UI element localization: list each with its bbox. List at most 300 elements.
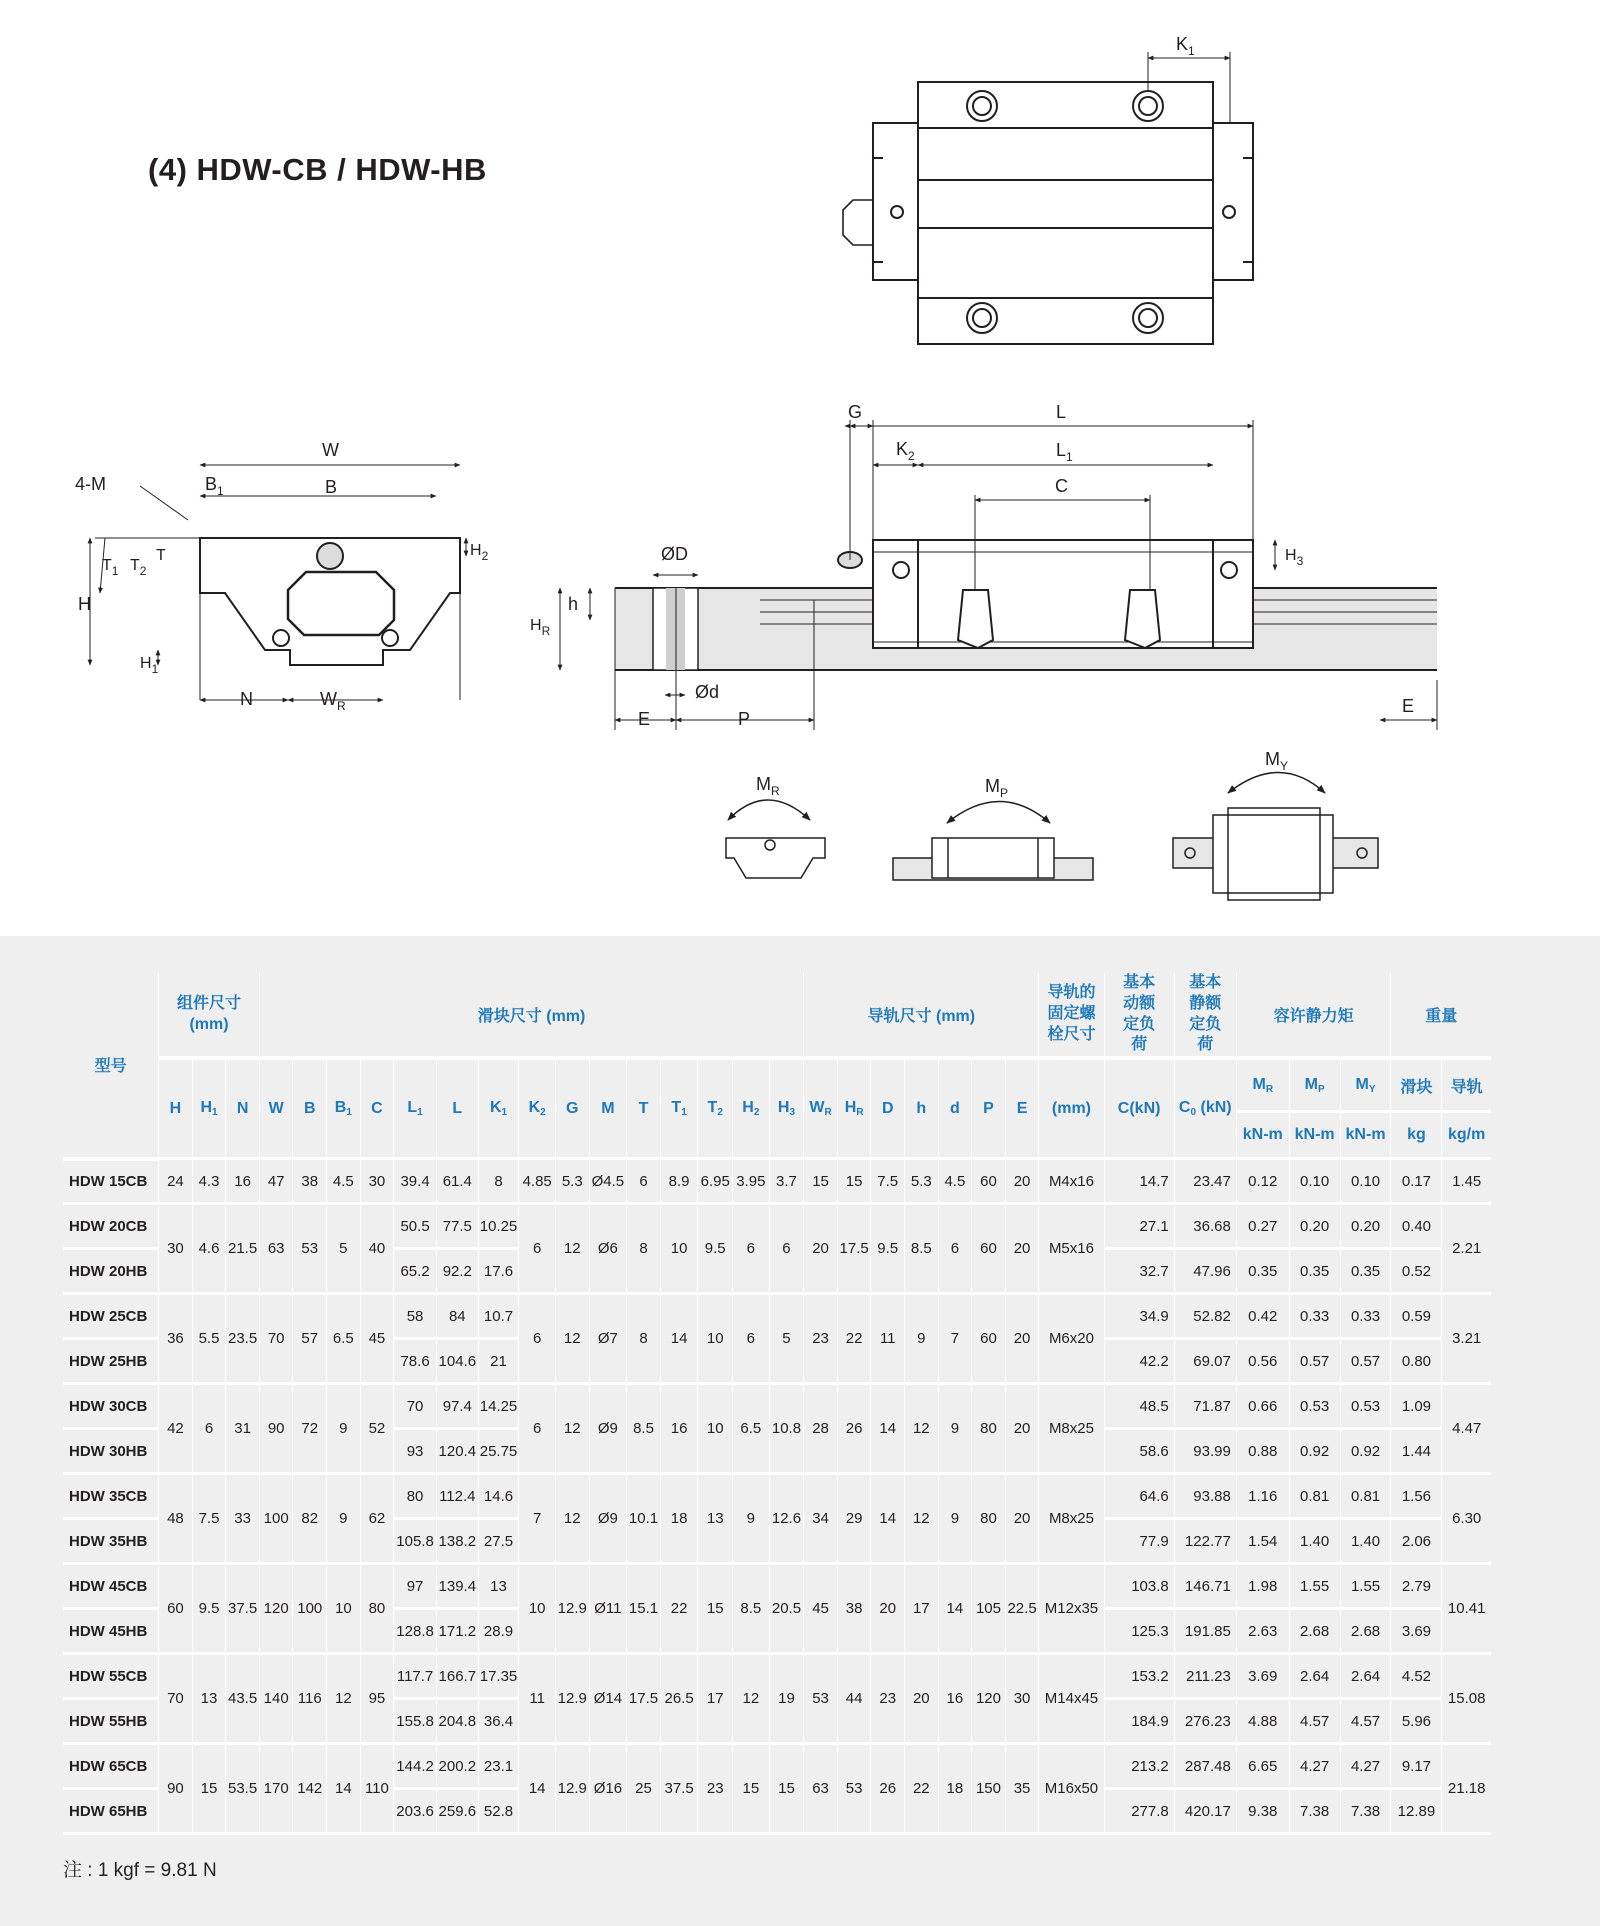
cell-p: 120 bbox=[972, 1654, 1006, 1744]
cell-m: Ø9 bbox=[589, 1384, 627, 1474]
cell-cb: 95 bbox=[360, 1654, 394, 1744]
col-d: d bbox=[938, 1058, 972, 1159]
model-cell: HDW 25CB bbox=[63, 1294, 159, 1339]
h3-label: $H_3$ bbox=[1285, 547, 1304, 568]
cell-k1: 25.75 bbox=[478, 1429, 519, 1474]
col-mp: $M_P$ bbox=[1289, 1058, 1340, 1112]
cell-c0: 122.77 bbox=[1174, 1519, 1236, 1564]
cell-l1: 39.4 bbox=[394, 1159, 437, 1204]
cell-bolt: M12x35 bbox=[1039, 1564, 1104, 1654]
h1-label: $H_1$ bbox=[140, 655, 159, 676]
cell-bolt: M6x20 bbox=[1039, 1294, 1104, 1384]
cell-h2: 8.5 bbox=[733, 1564, 770, 1654]
w-label: W bbox=[322, 440, 339, 460]
col-h: h bbox=[905, 1058, 939, 1159]
cell-kg: 2.06 bbox=[1391, 1519, 1442, 1564]
cell-n: 21.5 bbox=[226, 1204, 260, 1294]
cell-b1: 5 bbox=[327, 1204, 361, 1294]
cell-l1: 117.7 bbox=[394, 1654, 437, 1699]
cell-c: 48.5 bbox=[1104, 1384, 1174, 1429]
cell-mr: 3.69 bbox=[1236, 1654, 1289, 1699]
cell-p: 80 bbox=[972, 1384, 1006, 1474]
my-label: $M_Y$ bbox=[1265, 749, 1289, 773]
cell-c0: 71.87 bbox=[1174, 1384, 1236, 1429]
cell-cb: 40 bbox=[360, 1204, 394, 1294]
cell-c0: 146.71 bbox=[1174, 1564, 1236, 1609]
cell-t1: 37.5 bbox=[660, 1744, 698, 1834]
cell-cb: 110 bbox=[360, 1744, 394, 1834]
d-label: ØD bbox=[661, 544, 688, 564]
cell-c0: 93.88 bbox=[1174, 1474, 1236, 1519]
cell-mp: 0.33 bbox=[1289, 1294, 1340, 1339]
t1-label: $T_1$ bbox=[102, 557, 119, 578]
l-label: L bbox=[1056, 402, 1067, 422]
cell-mp: 1.55 bbox=[1289, 1564, 1340, 1609]
cell-h3: 12.6 bbox=[769, 1474, 804, 1564]
cell-b: 116 bbox=[293, 1654, 327, 1744]
cell-w: 100 bbox=[259, 1474, 293, 1564]
col-t2: $T_2$ bbox=[698, 1058, 733, 1159]
cell-bolt: M16x50 bbox=[1039, 1744, 1104, 1834]
cell-my: 0.57 bbox=[1340, 1339, 1391, 1384]
col-c: C bbox=[360, 1058, 394, 1159]
model-cell: HDW 30HB bbox=[63, 1429, 159, 1474]
cell-d: 14 bbox=[871, 1384, 905, 1474]
cell-hr: 38 bbox=[837, 1564, 871, 1654]
cell-h: 17 bbox=[905, 1564, 939, 1654]
cell-l: 259.6 bbox=[436, 1789, 478, 1834]
cell-h3: 6 bbox=[769, 1204, 804, 1294]
cell-my: 0.20 bbox=[1340, 1204, 1391, 1249]
cell-h: 24 bbox=[159, 1159, 193, 1204]
cell-m: Ø16 bbox=[589, 1744, 627, 1834]
cell-mp: 0.10 bbox=[1289, 1159, 1340, 1204]
cell-h3: 10.8 bbox=[769, 1384, 804, 1474]
col-b: B bbox=[293, 1058, 327, 1159]
technical-drawings bbox=[0, 0, 1600, 936]
model-cell: HDW 55HB bbox=[63, 1699, 159, 1744]
cell-h: 60 bbox=[159, 1564, 193, 1654]
cell-h2: 9 bbox=[733, 1474, 770, 1564]
cell-l: 84 bbox=[436, 1294, 478, 1339]
cell-mr: 1.16 bbox=[1236, 1474, 1289, 1519]
unit-0: kN-m bbox=[1236, 1112, 1289, 1159]
cell-l1: 70 bbox=[394, 1384, 437, 1429]
cell-t: 25 bbox=[627, 1744, 661, 1834]
cell-mp: 0.81 bbox=[1289, 1474, 1340, 1519]
moment-mp-drawing bbox=[893, 802, 1093, 881]
cell-my: 0.92 bbox=[1340, 1429, 1391, 1474]
cell-d: 26 bbox=[871, 1744, 905, 1834]
cell-l: 166.7 bbox=[436, 1654, 478, 1699]
cell-mr: 0.12 bbox=[1236, 1159, 1289, 1204]
cell-my: 0.33 bbox=[1340, 1294, 1391, 1339]
cell-g: 12 bbox=[555, 1204, 589, 1294]
cell-hr: 29 bbox=[837, 1474, 871, 1564]
cell-bolt: M4x16 bbox=[1039, 1159, 1104, 1204]
cell-l: 104.6 bbox=[436, 1339, 478, 1384]
cell-bolt: M14x45 bbox=[1039, 1654, 1104, 1744]
header-static-load: 基本静额定负荷 bbox=[1174, 973, 1236, 1058]
cell-k1: 17.6 bbox=[478, 1249, 519, 1294]
cell-m: Ø9 bbox=[589, 1474, 627, 1564]
cell-c0: 420.17 bbox=[1174, 1789, 1236, 1834]
cell-l1: 78.6 bbox=[394, 1339, 437, 1384]
cell-p: 60 bbox=[972, 1294, 1006, 1384]
cell-h: 9 bbox=[905, 1294, 939, 1384]
cell-c0: 93.99 bbox=[1174, 1429, 1236, 1474]
cell-n: 31 bbox=[226, 1384, 260, 1474]
cell-hr: 53 bbox=[837, 1744, 871, 1834]
cell-c: 153.2 bbox=[1104, 1654, 1174, 1699]
cell-k1: 10.7 bbox=[478, 1294, 519, 1339]
cell-d: 11 bbox=[871, 1294, 905, 1384]
cell-m: Ø4.5 bbox=[589, 1159, 627, 1204]
unit-2: kN-m bbox=[1340, 1112, 1391, 1159]
cell-d: 7.5 bbox=[871, 1159, 905, 1204]
cell-t: 8.5 bbox=[627, 1384, 661, 1474]
cell-g: 12.9 bbox=[555, 1654, 589, 1744]
col-l: L bbox=[436, 1058, 478, 1159]
cell-c: 58.6 bbox=[1104, 1429, 1174, 1474]
spec-table bbox=[63, 973, 1491, 1835]
cell-rail-weight: 6.30 bbox=[1442, 1474, 1491, 1564]
cell-e: 22.5 bbox=[1005, 1564, 1039, 1654]
g-label: G bbox=[848, 402, 863, 422]
cell-k1: 17.35 bbox=[478, 1654, 519, 1699]
model-cell: HDW 35CB bbox=[63, 1474, 159, 1519]
cell-hr: 22 bbox=[837, 1294, 871, 1384]
col-b1: $B_1$ bbox=[327, 1058, 361, 1159]
cell-c0: 47.96 bbox=[1174, 1249, 1236, 1294]
cell-mp: 0.57 bbox=[1289, 1339, 1340, 1384]
cell-hr: 26 bbox=[837, 1384, 871, 1474]
col-rail-weight: 导轨 bbox=[1442, 1058, 1491, 1112]
cell-h: 42 bbox=[159, 1384, 193, 1474]
cell-mp: 4.27 bbox=[1289, 1744, 1340, 1789]
cell-l: 97.4 bbox=[436, 1384, 478, 1429]
cell-g: 12 bbox=[555, 1384, 589, 1474]
cell-k1: 8 bbox=[478, 1159, 519, 1204]
k2-label: $K_2$ bbox=[896, 439, 915, 463]
cell-cb: 62 bbox=[360, 1474, 394, 1564]
cell-my: 4.57 bbox=[1340, 1699, 1391, 1744]
cell-l1: 93 bbox=[394, 1429, 437, 1474]
cell-t: 8 bbox=[627, 1204, 661, 1294]
moment-mr-drawing bbox=[726, 800, 825, 878]
cell-mr: 6.65 bbox=[1236, 1744, 1289, 1789]
cell-l: 200.2 bbox=[436, 1744, 478, 1789]
cell-m: Ø7 bbox=[589, 1294, 627, 1384]
cell-my: 4.27 bbox=[1340, 1744, 1391, 1789]
cell-t2: 6.95 bbox=[698, 1159, 733, 1204]
cell-h2: 6.5 bbox=[733, 1384, 770, 1474]
cell-rail-weight: 2.21 bbox=[1442, 1204, 1491, 1294]
cell-c: 32.7 bbox=[1104, 1249, 1174, 1294]
top-view-drawing bbox=[843, 52, 1253, 344]
cell-kg: 0.52 bbox=[1391, 1249, 1442, 1294]
cell-c: 14.7 bbox=[1104, 1159, 1174, 1204]
unit-1: kN-m bbox=[1289, 1112, 1340, 1159]
cell-h2: 6 bbox=[733, 1294, 770, 1384]
cell-t2: 10 bbox=[698, 1384, 733, 1474]
col-mr: $M_R$ bbox=[1236, 1058, 1289, 1112]
cell-n: 33 bbox=[226, 1474, 260, 1564]
cell-b: 38 bbox=[293, 1159, 327, 1204]
cell-h: 8.5 bbox=[905, 1204, 939, 1294]
col-t1: $T_1$ bbox=[660, 1058, 698, 1159]
cell-mr: 4.88 bbox=[1236, 1699, 1289, 1744]
cell-k2: 10 bbox=[519, 1564, 556, 1654]
cell-wr: 23 bbox=[804, 1294, 838, 1384]
model-cell: HDW 20HB bbox=[63, 1249, 159, 1294]
cell-my: 0.81 bbox=[1340, 1474, 1391, 1519]
cell-e: 35 bbox=[1005, 1744, 1039, 1834]
cell-cb: 30 bbox=[360, 1159, 394, 1204]
cell-h3: 15 bbox=[769, 1744, 804, 1834]
cell-k1: 27.5 bbox=[478, 1519, 519, 1564]
cell-d: 23 bbox=[871, 1654, 905, 1744]
cell-l1: 203.6 bbox=[394, 1789, 437, 1834]
cell-k1: 23.1 bbox=[478, 1744, 519, 1789]
cell-h2: 15 bbox=[733, 1744, 770, 1834]
cell-p: 60 bbox=[972, 1159, 1006, 1204]
cell-t2: 10 bbox=[698, 1294, 733, 1384]
table-body bbox=[63, 1159, 1491, 1834]
cell-e: 20 bbox=[1005, 1474, 1039, 1564]
col-c-unit: C(kN) bbox=[1104, 1058, 1174, 1159]
cell-wr: 53 bbox=[804, 1654, 838, 1744]
cell-b: 53 bbox=[293, 1204, 327, 1294]
cell-l1: 65.2 bbox=[394, 1249, 437, 1294]
l1-label: $L_1$ bbox=[1056, 440, 1073, 464]
cell-e: 20 bbox=[1005, 1294, 1039, 1384]
cell-l1: 128.8 bbox=[394, 1609, 437, 1654]
col-p: P bbox=[972, 1058, 1006, 1159]
cell-h2: 12 bbox=[733, 1654, 770, 1744]
c-label: C bbox=[1055, 476, 1068, 496]
cell-c: 277.8 bbox=[1104, 1789, 1174, 1834]
cell-h1: 7.5 bbox=[192, 1474, 226, 1564]
cell-b1: 10 bbox=[327, 1564, 361, 1654]
col-h3: $H_3$ bbox=[769, 1058, 804, 1159]
t-label: T bbox=[156, 547, 166, 564]
cell-t: 10.1 bbox=[627, 1474, 661, 1564]
cell-l1: 105.8 bbox=[394, 1519, 437, 1564]
table-row bbox=[63, 1474, 1491, 1519]
cell-d: 7 bbox=[938, 1294, 972, 1384]
cell-my: 1.40 bbox=[1340, 1519, 1391, 1564]
cell-t1: 26.5 bbox=[660, 1654, 698, 1744]
cell-t: 17.5 bbox=[627, 1654, 661, 1744]
col-bolt-unit: (mm) bbox=[1039, 1058, 1104, 1159]
header-rail: 导轨尺寸 (mm) bbox=[804, 973, 1039, 1058]
h2-label: $H_2$ bbox=[470, 542, 489, 563]
cell-k1: 52.8 bbox=[478, 1789, 519, 1834]
cell-kg: 2.79 bbox=[1391, 1564, 1442, 1609]
model-cell: HDW 25HB bbox=[63, 1339, 159, 1384]
cell-t1: 8.9 bbox=[660, 1159, 698, 1204]
cell-b: 57 bbox=[293, 1294, 327, 1384]
cell-mr: 0.42 bbox=[1236, 1294, 1289, 1339]
cell-cb: 52 bbox=[360, 1384, 394, 1474]
cell-c0: 69.07 bbox=[1174, 1339, 1236, 1384]
cell-wr: 28 bbox=[804, 1384, 838, 1474]
cell-cb: 80 bbox=[360, 1564, 394, 1654]
model-cell: HDW 65HB bbox=[63, 1789, 159, 1834]
cell-b: 72 bbox=[293, 1384, 327, 1474]
cell-rail-weight: 1.45 bbox=[1442, 1159, 1491, 1204]
cell-rail-weight: 21.18 bbox=[1442, 1744, 1491, 1834]
cell-e: 20 bbox=[1005, 1159, 1039, 1204]
cell-t1: 22 bbox=[660, 1564, 698, 1654]
cell-c: 103.8 bbox=[1104, 1564, 1174, 1609]
h-small-label: h bbox=[568, 594, 579, 614]
cell-b1: 9 bbox=[327, 1384, 361, 1474]
cell-n: 16 bbox=[226, 1159, 260, 1204]
cell-t2: 17 bbox=[698, 1654, 733, 1744]
cell-m: Ø6 bbox=[589, 1204, 627, 1294]
cell-d: 20 bbox=[871, 1564, 905, 1654]
cell-c: 184.9 bbox=[1104, 1699, 1174, 1744]
cell-p: 80 bbox=[972, 1474, 1006, 1564]
cell-k1: 10.25 bbox=[478, 1204, 519, 1249]
cell-h3: 3.7 bbox=[769, 1159, 804, 1204]
cell-kg: 4.52 bbox=[1391, 1654, 1442, 1699]
t2-label: $T_2$ bbox=[130, 557, 147, 578]
col-m: M bbox=[589, 1058, 627, 1159]
cell-l: 61.4 bbox=[436, 1159, 478, 1204]
cell-k2: 4.85 bbox=[519, 1159, 556, 1204]
model-cell: HDW 20CB bbox=[63, 1204, 159, 1249]
cell-mr: 0.56 bbox=[1236, 1339, 1289, 1384]
cell-p: 60 bbox=[972, 1204, 1006, 1294]
cell-b: 100 bbox=[293, 1564, 327, 1654]
cell-h3: 5 bbox=[769, 1294, 804, 1384]
model-cell: HDW 45CB bbox=[63, 1564, 159, 1609]
cell-l1: 80 bbox=[394, 1474, 437, 1519]
header-dyn-load: 基本动额定负荷 bbox=[1104, 973, 1174, 1058]
cell-k2: 6 bbox=[519, 1294, 556, 1384]
cell-h: 48 bbox=[159, 1474, 193, 1564]
cell-t1: 18 bbox=[660, 1474, 698, 1564]
cell-mp: 0.53 bbox=[1289, 1384, 1340, 1429]
cell-w: 140 bbox=[259, 1654, 293, 1744]
cell-my: 7.38 bbox=[1340, 1789, 1391, 1834]
cell-n: 23.5 bbox=[226, 1294, 260, 1384]
cell-rail-weight: 10.41 bbox=[1442, 1564, 1491, 1654]
h-label: H bbox=[78, 594, 91, 614]
header-bolt: 导轨的固定螺栓尺寸 bbox=[1039, 973, 1104, 1058]
cell-mr: 9.38 bbox=[1236, 1789, 1289, 1834]
cell-h: 36 bbox=[159, 1294, 193, 1384]
cell-t1: 16 bbox=[660, 1384, 698, 1474]
cell-b1: 4.5 bbox=[327, 1159, 361, 1204]
cell-n: 53.5 bbox=[226, 1744, 260, 1834]
cell-l: 138.2 bbox=[436, 1519, 478, 1564]
b1-label: $B_1$ bbox=[205, 474, 224, 498]
cell-g: 5.3 bbox=[555, 1159, 589, 1204]
wr-label: $W_R$ bbox=[320, 689, 346, 713]
cell-k1: 36.4 bbox=[478, 1699, 519, 1744]
cell-k2: 6 bbox=[519, 1384, 556, 1474]
cell-kg: 0.59 bbox=[1391, 1294, 1442, 1339]
cell-b: 142 bbox=[293, 1744, 327, 1834]
cell-g: 12.9 bbox=[555, 1564, 589, 1654]
cell-hr: 17.5 bbox=[837, 1204, 871, 1294]
cell-l: 171.2 bbox=[436, 1609, 478, 1654]
cell-h: 12 bbox=[905, 1384, 939, 1474]
cell-my: 2.64 bbox=[1340, 1654, 1391, 1699]
cell-c: 34.9 bbox=[1104, 1294, 1174, 1339]
cell-mr: 0.27 bbox=[1236, 1204, 1289, 1249]
cell-c: 27.1 bbox=[1104, 1204, 1174, 1249]
cell-k1: 21 bbox=[478, 1339, 519, 1384]
cell-k2: 7 bbox=[519, 1474, 556, 1564]
cell-c0: 211.23 bbox=[1174, 1654, 1236, 1699]
cell-mp: 0.20 bbox=[1289, 1204, 1340, 1249]
col-w: W bbox=[259, 1058, 293, 1159]
cell-p: 105 bbox=[972, 1564, 1006, 1654]
cell-w: 90 bbox=[259, 1384, 293, 1474]
cell-h1: 15 bbox=[192, 1744, 226, 1834]
cell-m: Ø11 bbox=[589, 1564, 627, 1654]
cell-l: 120.4 bbox=[436, 1429, 478, 1474]
cell-l1: 155.8 bbox=[394, 1699, 437, 1744]
cell-rail-weight: 3.21 bbox=[1442, 1294, 1491, 1384]
cell-mr: 1.98 bbox=[1236, 1564, 1289, 1609]
cell-t2: 13 bbox=[698, 1474, 733, 1564]
cell-w: 170 bbox=[259, 1744, 293, 1834]
cell-kg: 0.17 bbox=[1391, 1159, 1442, 1204]
cell-t: 8 bbox=[627, 1294, 661, 1384]
col-my: $M_Y$ bbox=[1340, 1058, 1391, 1112]
cell-kg: 0.80 bbox=[1391, 1339, 1442, 1384]
cell-d: 16 bbox=[938, 1654, 972, 1744]
col-t: T bbox=[627, 1058, 661, 1159]
cell-l: 77.5 bbox=[436, 1204, 478, 1249]
cell-mr: 0.88 bbox=[1236, 1429, 1289, 1474]
cell-d: 9 bbox=[938, 1384, 972, 1474]
cell-hr: 15 bbox=[837, 1159, 871, 1204]
cell-c: 42.2 bbox=[1104, 1339, 1174, 1384]
front-view-drawing bbox=[200, 538, 460, 700]
cell-cb: 45 bbox=[360, 1294, 394, 1384]
col-h1: $H_1$ bbox=[192, 1058, 226, 1159]
col-block-weight: 滑块 bbox=[1391, 1058, 1442, 1112]
cell-h: 90 bbox=[159, 1744, 193, 1834]
table-row bbox=[63, 1384, 1491, 1429]
mr-label: $M_R$ bbox=[756, 774, 780, 798]
cell-t1: 14 bbox=[660, 1294, 698, 1384]
cell-t: 15.1 bbox=[627, 1564, 661, 1654]
cell-wr: 15 bbox=[804, 1159, 838, 1204]
header-moment: 容许静力矩 bbox=[1236, 973, 1391, 1058]
cell-l1: 144.2 bbox=[394, 1744, 437, 1789]
cell-t2: 9.5 bbox=[698, 1204, 733, 1294]
cell-kg: 1.56 bbox=[1391, 1474, 1442, 1519]
cell-mp: 7.38 bbox=[1289, 1789, 1340, 1834]
cell-l1: 97 bbox=[394, 1564, 437, 1609]
footnote: 注 : 1 kgf = 9.81 N bbox=[63, 1860, 217, 1881]
cell-w: 120 bbox=[259, 1564, 293, 1654]
cell-k1: 28.9 bbox=[478, 1609, 519, 1654]
cell-b: 82 bbox=[293, 1474, 327, 1564]
cell-mp: 0.35 bbox=[1289, 1249, 1340, 1294]
cell-p: 150 bbox=[972, 1744, 1006, 1834]
cell-b1: 6.5 bbox=[327, 1294, 361, 1384]
col-h2: $H_2$ bbox=[733, 1058, 770, 1159]
